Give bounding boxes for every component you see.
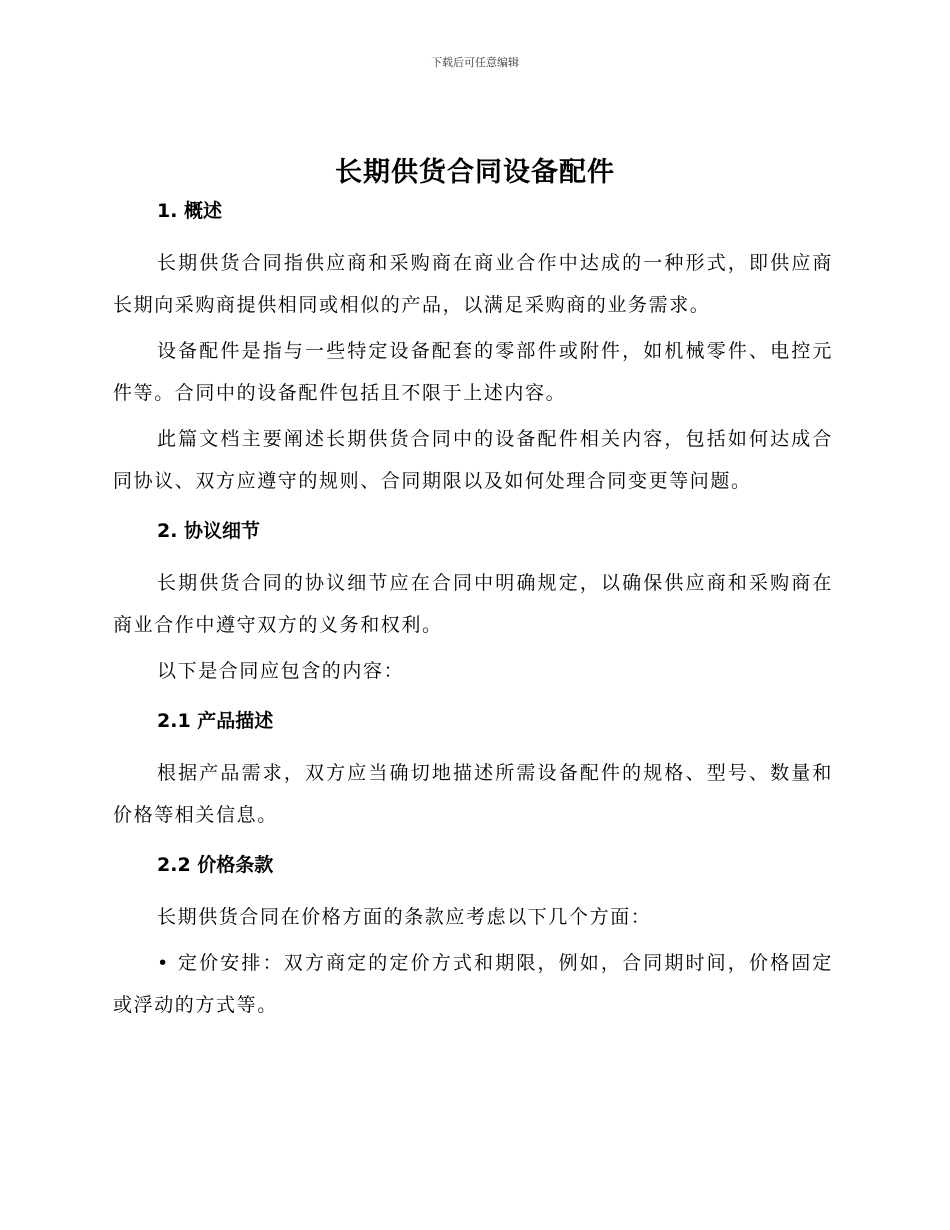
paragraph: 此篇文档主要阐述长期供货合同中的设备配件相关内容，包括如何达成合同协议、双方应遵守的规则、合同期限以及如何处理合同变更等问题。 xyxy=(113,428,833,492)
paragraph: 长期供货合同的协议细节应在合同中明确规定，以确保供应商和采购商在商业合作中遵守双方的义务和权利。 xyxy=(113,572,833,636)
section-heading-overview: 1. 概述 xyxy=(157,200,223,222)
paragraph: 根据产品需求，双方应当确切地描述所需设备配件的规格、型号、数量和价格等相关信息。 xyxy=(113,762,833,826)
section-heading-price-terms: 2.2 价格条款 xyxy=(157,854,274,876)
document-title: 长期供货合同设备配件 xyxy=(335,157,615,188)
document-body xyxy=(113,196,833,1030)
paragraph: 长期供货合同在价格方面的条款应考虑以下几个方面： xyxy=(157,906,652,928)
section-heading-product-description: 2.1 产品描述 xyxy=(157,710,274,732)
header-note: 下载后可任意编辑 xyxy=(431,56,519,69)
bullet-paragraph: • 定价安排：双方商定的定价方式和期限，例如，合同期时间，价格固定或浮动的方式等。 xyxy=(113,952,833,1016)
section-heading-agreement-details: 2. 协议细节 xyxy=(157,520,261,542)
paragraph: 以下是合同应包含的内容： xyxy=(157,660,405,682)
paragraph: 设备配件是指与一些特定设备配套的零部件或附件，如机械零件、电控元件等。合同中的设备配件包括且不限于上述内容。 xyxy=(113,340,833,404)
paragraph: 长期供货合同指供应商和采购商在商业合作中达成的一种形式，即供应商长期向采购商提供相同或相似的产品，以满足采购商的业务需求。 xyxy=(113,252,833,316)
